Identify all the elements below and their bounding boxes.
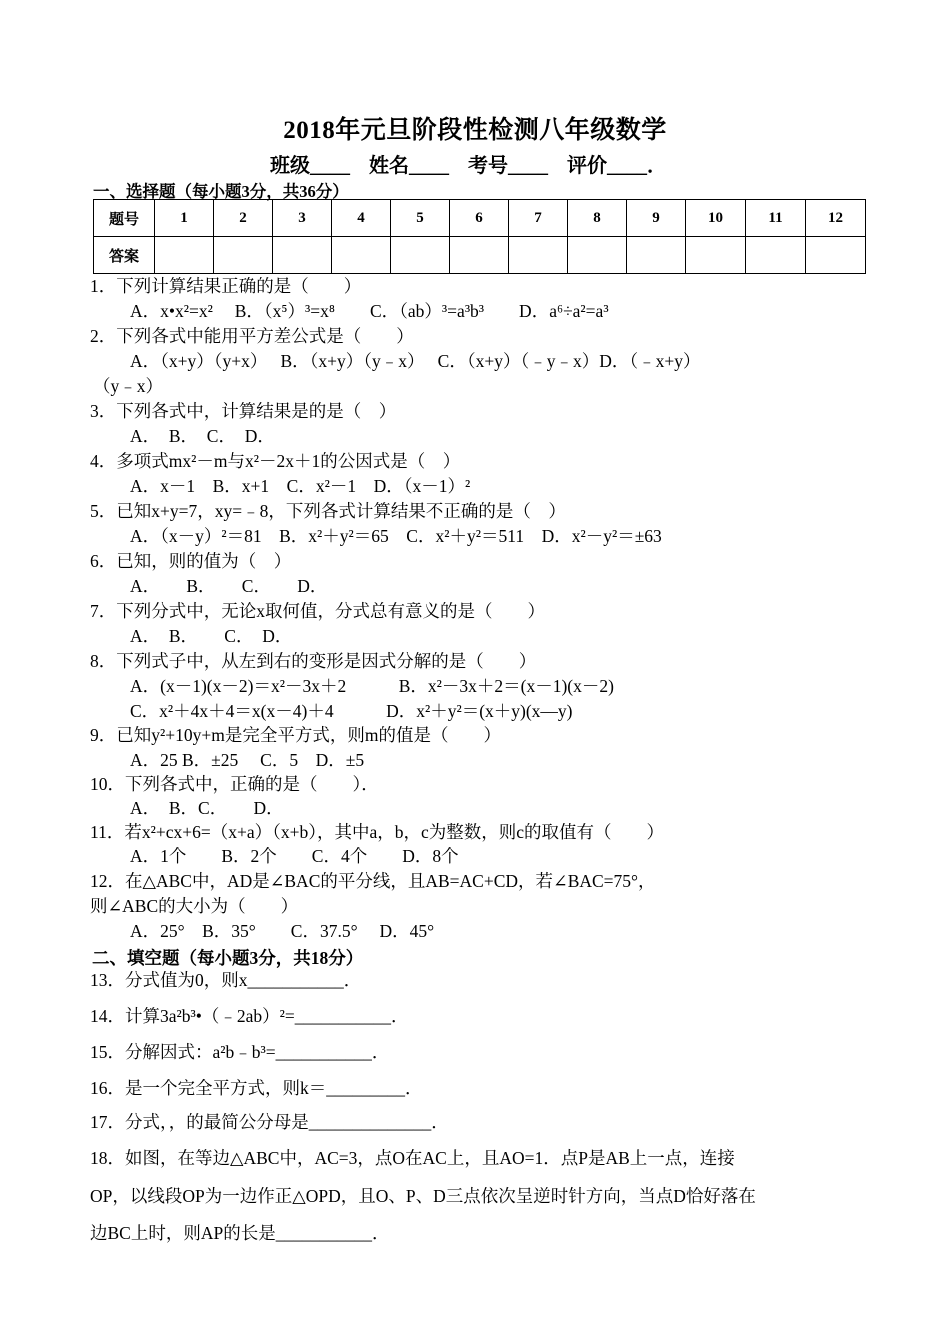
question-16: 16．是一个完全平方式，则k＝_________．	[90, 1078, 423, 1098]
exam-number-label: 考号____	[468, 155, 548, 177]
table-row	[94, 200, 866, 237]
question-9: 9．已知y²+10y+m是完全平方式，则m的值是（ ）	[90, 725, 501, 745]
answer-cell[interactable]	[509, 237, 568, 274]
question-13: 13．分式值为0，则x___________．	[90, 970, 362, 990]
question-10: 10．下列各式中，正确的是（ ）．	[90, 774, 379, 794]
table-row	[94, 237, 866, 274]
question-1: 1．下列计算结果正确的是（ ）	[90, 276, 362, 296]
question-number-cell: 2	[214, 200, 273, 237]
question-number-cell: 5	[391, 200, 450, 237]
question-5: 5．已知x+y=7，xy=﹣8，下列各式计算结果不正确的是（ ）	[90, 501, 566, 521]
question-18-line-2: OP，以线段OP为一边作正△OPD，且O、P、D三点依次呈逆时针方向，当点D恰好落在	[90, 1186, 756, 1206]
question-2-options: A．（x+y）（y+x） B．（x+y）（y﹣x） C．（x+y）（﹣y﹣x）D．（﹣x+y）	[130, 351, 701, 371]
section-2-heading: 二、填空题（每小题3分，共18分）	[92, 948, 364, 968]
question-4: 4．多项式mx²－m与x²－2x＋1的公因式是（ ）	[90, 451, 461, 471]
question-12-continued: 则∠ABC的大小为（ ）	[90, 896, 299, 916]
answer-cell[interactable]	[806, 237, 866, 274]
question-9-options: A．25 B．±25 C．5 D．±5	[130, 750, 365, 770]
question-8-options-cd: C．x²＋4x＋4＝x(x－4)＋4 D．x²＋y²＝(x＋y)(x—y)	[130, 701, 573, 721]
exam-title: 2018年元旦阶段性检测八年级数学	[283, 117, 667, 144]
question-number-cell: 7	[509, 200, 568, 237]
answer-cell[interactable]	[686, 237, 746, 274]
question-10-options: A． B．C． D．	[130, 798, 284, 818]
answer-cell[interactable]	[627, 237, 686, 274]
section-1-heading: 一、选择题（每小题3分，共36分）	[93, 182, 349, 201]
question-12: 12．在△ABC中，AD是∠BAC的平分线，且AB=AC+CD，若∠BAC=75°，	[90, 871, 656, 891]
question-7-options: A． B． C． D．	[130, 626, 293, 646]
question-number-cell: 10	[686, 200, 746, 237]
class-label: 班级____	[270, 155, 350, 177]
question-3-options: A． B． C． D．	[130, 426, 275, 446]
question-number-cell: 6	[450, 200, 509, 237]
question-8: 8．下列式子中，从左到右的变形是因式分解的是（ ）	[90, 651, 537, 671]
question-7: 7．下列分式中，无论x取何值，分式总有意义的是（ ）	[90, 601, 545, 621]
answer-cell[interactable]	[273, 237, 332, 274]
answer-row-header: 答案	[94, 237, 155, 274]
answer-table	[93, 199, 866, 274]
answer-cell[interactable]	[214, 237, 273, 274]
question-4-options: A．x－1 B．x+1 C．x²－1 D．（x－1）²	[130, 476, 471, 496]
answer-cell[interactable]	[450, 237, 509, 274]
answer-cell[interactable]	[568, 237, 627, 274]
question-number-cell: 4	[332, 200, 391, 237]
question-6-options: A． B． C． D．	[130, 576, 328, 596]
question-number-header: 题号	[94, 200, 155, 237]
question-11: 11．若x²+cx+6=（x+a）（x+b），其中a，b，c为整数，则c的取值有（ ）	[90, 822, 665, 842]
question-17: 17．分式，，的最简公分母是______________．	[90, 1112, 449, 1132]
question-number-cell: 8	[568, 200, 627, 237]
question-11-options: A．1个 B．2个 C．4个 D．8个	[130, 846, 459, 866]
question-8-options-ab: A．(x－1)(x－2)＝x²－3x＋2 B．x²－3x＋2＝(x－1)(x－2)	[130, 676, 614, 696]
grade-label: 评价____．	[567, 155, 667, 177]
question-number-cell: 11	[746, 200, 806, 237]
name-label: 姓名____	[369, 155, 449, 177]
answer-cell[interactable]	[746, 237, 806, 274]
question-2: 2．下列各式中能用平方差公式是（ ）	[90, 326, 414, 346]
question-1-options: A．x•x²=x² B．（x⁵）³=x⁸ C．（ab）³=a³b³ D．a⁶÷a²=a³	[130, 301, 609, 321]
answer-cell[interactable]	[155, 237, 214, 274]
question-2-options-continued: （y﹣x）	[93, 376, 163, 396]
question-5-options: A．（x－y）²＝81 B．x²＋y²＝65 C．x²＋y²＝511 D．x²－y²＝±63	[130, 526, 662, 546]
question-12-options: A．25° B．35° C．37.5° D．45°	[130, 921, 435, 941]
question-14: 14．计算3a²b³•（﹣2ab）²=___________．	[90, 1006, 409, 1026]
question-3: 3．下列各式中，计算结果是的是（ ）	[90, 401, 397, 421]
question-number-cell: 3	[273, 200, 332, 237]
question-number-cell: 1	[155, 200, 214, 237]
question-6: 6．已知，则的值为（ ）	[90, 551, 292, 571]
answer-cell[interactable]	[391, 237, 450, 274]
question-18-line-1: 18．如图，在等边△ABC中，AC=3，点O在AC上，且AO=1．点P是AB上一点，连接	[90, 1148, 735, 1168]
question-number-cell: 9	[627, 200, 686, 237]
question-15: 15．分解因式：a²b﹣b³=___________．	[90, 1042, 390, 1062]
question-number-cell: 12	[806, 200, 866, 237]
question-18-line-3: 边BC上时，则AP的长是___________．	[90, 1223, 390, 1243]
answer-cell[interactable]	[332, 237, 391, 274]
student-info-line	[270, 149, 681, 178]
